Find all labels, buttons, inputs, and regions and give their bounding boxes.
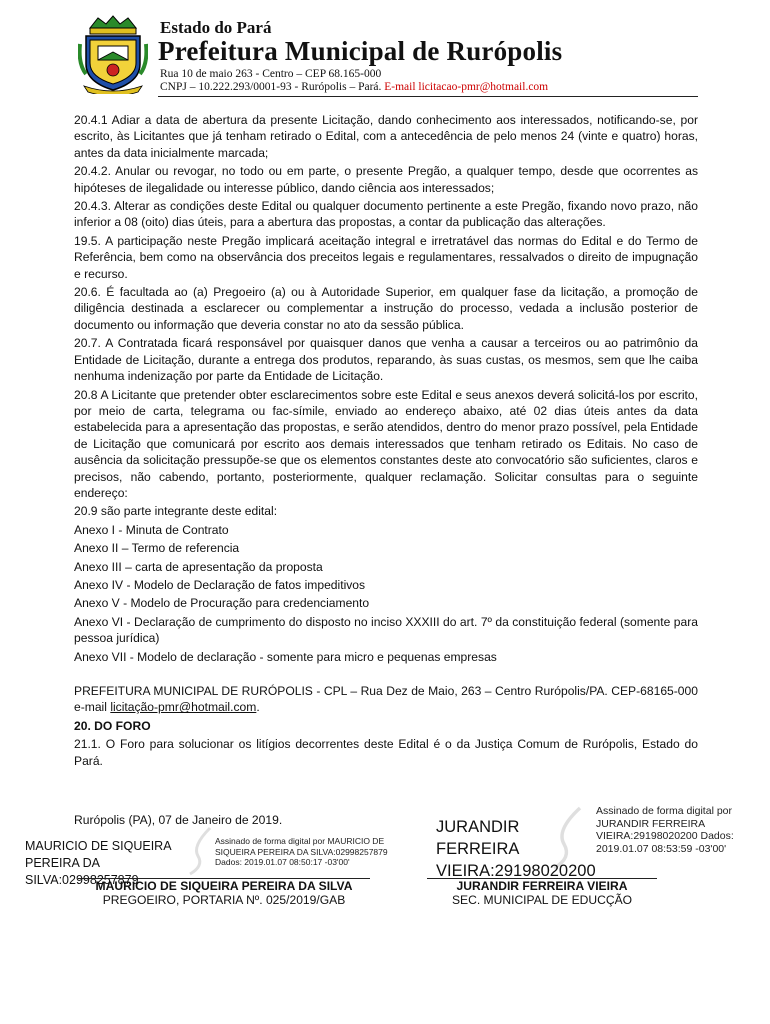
contact-text: PREFEITURA MUNICIPAL DE RURÓPOLIS - CPL – Rua Dez de Maio, 263 – Centro Rurópolis/PA. CEP-68165-000 e-mail <box>74 684 698 715</box>
annex-item: Anexo II – Termo de referencia <box>74 541 240 556</box>
left-digital-signature-name: MAURICIO DE SIQUEIRA PEREIRA DA SILVA:02998257879 <box>25 839 171 887</box>
paragraph-20-4-3: 20.4.3. Alterar as condições deste Edital ou qualquer documento pertinente a este Pregão, fixando novo prazo, não inferior a 08 (oito) dias úteis, para a abertura das propostas, a contar da publicação das alterações. <box>74 199 698 230</box>
right-digital-signature-name: JURANDIR FERREIRA VIEIRA:29198020200 <box>436 818 596 880</box>
cnpj-line <box>160 81 548 93</box>
annex-item: Anexo VII - Modelo de declaração - somente para micro e pequenas empresas <box>74 649 497 664</box>
cnpj-text: CNPJ – 10.222.293/0001-93 - Rurópolis – Pará. <box>160 81 382 93</box>
contact-email-link[interactable]: licitação-pmr@hotmail.com <box>110 700 257 715</box>
annex-item: Anexo VI - Declaração de cumprimento do disposto no inciso XXXIII do art. 7º da constituição federal (somente para pessoa jurídica) <box>74 614 698 646</box>
annex-item: Anexo III – carta de apresentação da proposta <box>74 559 323 574</box>
document-body <box>74 112 698 771</box>
paragraph-20-6: 20.6. É facultada ao (a) Pregoeiro (a) ou à Autoridade Superior, em qualquer fase da licitação, a promoção de diligência destinada a esclarecer ou complementar a instrução do processo, vedada a inclusão posterior de documento ou informação que deveria constar no ato da sessão pública. <box>74 285 698 332</box>
contact-period: . <box>256 700 260 715</box>
annex-item: Anexo V - Modelo de Procuração para credenciamento <box>74 596 370 611</box>
place-date: Rurópolis (PA), 07 de Janeiro de 2019. <box>74 813 283 827</box>
address-line: Rua 10 de maio 263 - Centro – CEP 68.165-000 <box>160 68 382 80</box>
right-signatory <box>427 879 657 907</box>
foro-paragraph: 21.1. O Foro para solucionar os litígios decorrentes deste Edital é o da Justiça Comum de Rurópolis, Estado do Pará. <box>74 737 698 768</box>
paragraph-20-9: 20.9 são parte integrante deste edital: <box>74 504 278 519</box>
left-signatory <box>78 879 370 907</box>
right-signatory-name: JURANDIR FERREIRA VIEIRA <box>456 879 628 893</box>
header-divider <box>158 96 698 97</box>
city-hall-title: Prefeitura Municipal de Rurópolis <box>158 36 563 66</box>
foro-heading: 20. DO FORO <box>74 718 151 733</box>
header-email[interactable]: E-mail licitacao-pmr@hotmail.com <box>384 81 549 93</box>
spacer <box>74 667 698 683</box>
right-digital-signature-info: Assinado de forma digital por JURANDIR FERREIRA VIEIRA:29198020200 Dados: 2019.01.07 08:53:59 -03'00' <box>596 805 734 855</box>
contact-paragraph <box>74 683 698 716</box>
left-signatory-name: MAURICIO DE SIQUEIRA PEREIRA DA SILVA <box>95 879 353 893</box>
paragraph-20-4-1: 20.4.1 Adiar a data de abertura da presente Licitação, dando conhecimento aos interessados, notificando-se, por escrito, às Licitantes que já tenham retirado o Edital, com a antecedência de pelo menos 24 (vinte e quatro) horas, antes da data inicialmente marcada; <box>74 113 698 160</box>
municipal-coat-of-arms-icon <box>78 14 148 94</box>
letterhead <box>78 14 698 96</box>
annex-item: Anexo I - Minuta de Contrato <box>74 522 229 537</box>
paragraph-19-5: 19.5. A participação neste Pregão implicará aceitação integral e irretratável das normas do Edital e do Termo de Referência, bem como na observância dos preceitos legais e regulamentares, ressalvados o direito de impugnação e recurso. <box>74 233 698 281</box>
right-signatory-role: SEC. MUNICIPAL DE EDUCÇÃO <box>451 893 633 907</box>
annex-item: Anexo IV - Modelo de Declaração de fatos impeditivos <box>74 577 366 592</box>
left-digital-signature-info: Assinado de forma digital por MAURICIO DE SIQUEIRA PEREIRA DA SILVA:02998257879 Dados: 2019.01.07 08:50:17 -03'00' <box>215 836 388 867</box>
left-signatory-role: PREGOEIRO, PORTARIA Nº. 025/2019/GAB <box>102 893 346 907</box>
state-name: Estado do Pará <box>160 18 272 37</box>
paragraph-20-4-2: 20.4.2. Anular ou revogar, no todo ou em parte, o presente Pregão, a qualquer tempo, desde que ocorrentes as hipóteses de ilegalidade ou interesse público, dando ciência aos interessados; <box>74 164 698 195</box>
paragraph-20-7: 20.7. A Contratada ficará responsável por quaisquer danos que venha a causar a terceiros ou ao patrimônio da Entidade de Licitação, durante a entrega dos produtos, reparando, às suas custas, os mesmos, sem que lhe caiba nenhuma indenização por parte da Entidade de Licitação. <box>74 336 698 384</box>
paragraph-20-8: 20.8 A Licitante que pretender obter esclarecimentos sobre este Edital e seus anexos deverá solicitá-los por escrito, por meio de carta, telegrama ou fac-símile, enviado ao endereço abaixo, até 02 dias úteis antes da data estabelecida para a apresentação das propostas, e serão atendidos, dentro do menor prazo possível, pela Entidade de Licitação que comunicará por escrito aos demais interessados que tenham retirado os Editais. No caso de ausência da solicitação pressupõe-se que os elementos constantes deste ato convocatório são suficientes, claros e precisos, não cabendo, portanto, posteriormente, qualquer reclamação. Solicitar consultas para o seguinte endereço: <box>74 387 698 500</box>
